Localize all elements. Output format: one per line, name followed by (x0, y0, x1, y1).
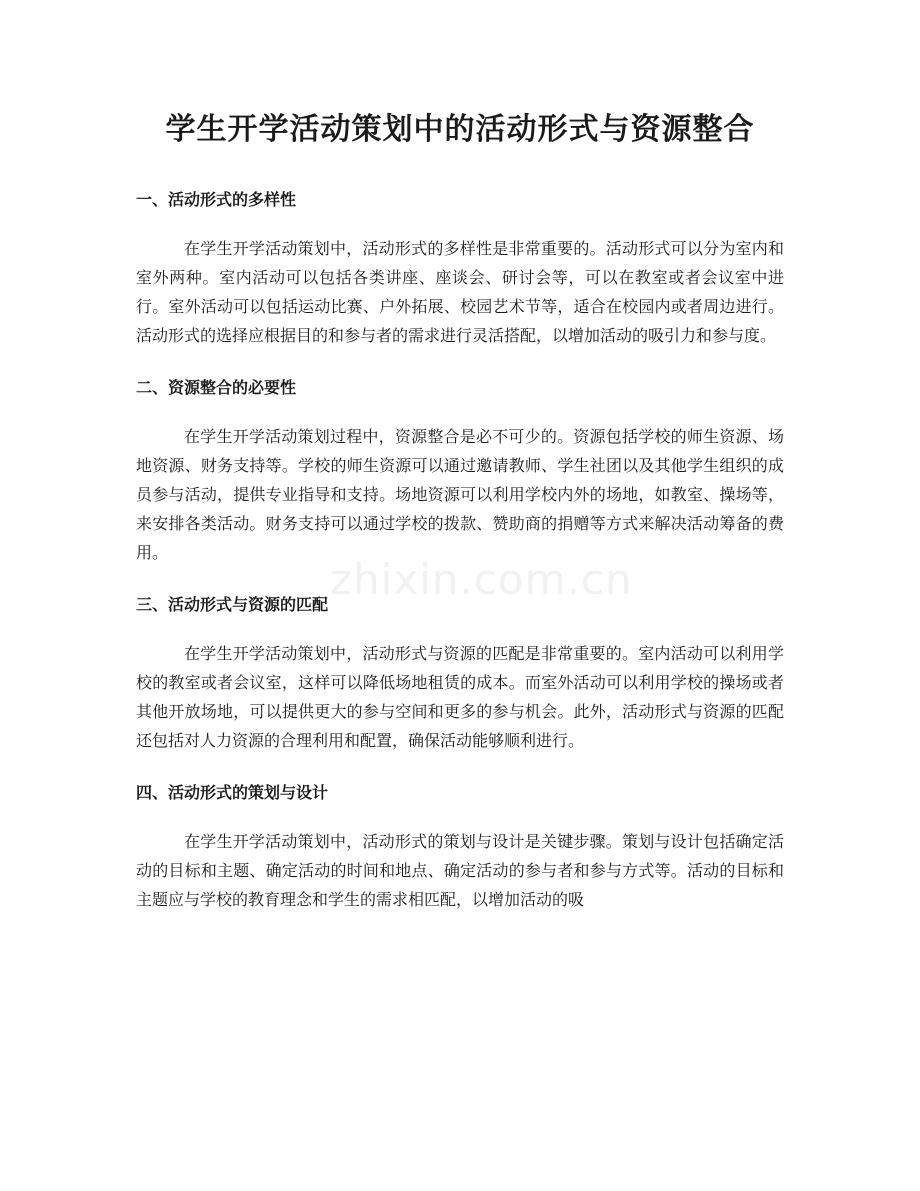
section-paragraph: 在学生开学活动策划中，活动形式的策划与设计是关键步骤。策划与设计包括确定活动的目标和主题、确定活动的时间和地点、确定活动的参与者和参与方式等。活动的目标和主题应与学校的教育理念和学生的需求相匹配，以增加活动的吸 (136, 832, 784, 909)
section-paragraph: 在学生开学活动策划过程中，资源整合是必不可少的。资源包括学校的师生资源、场地资源、财务支持等。学校的师生资源可以通过邀请教师、学生社团以及其他学生组织的成员参与活动，提供专业指导和支持。场地资源可以利用学校内外的场地，如教室、操场等，来安排各类活动。财务支持可以通过学校的拨款、赞助商的捐赠等方式来解决活动筹备的费用。 (136, 427, 784, 562)
section-heading: 三、活动形式与资源的匹配 (136, 595, 329, 614)
section-3 (136, 591, 784, 755)
document-title: 学生开学活动策划中的活动形式与资源整合 (165, 112, 755, 147)
document-body (136, 186, 784, 938)
section-paragraph: 在学生开学活动策划中，活动形式与资源的匹配是非常重要的。室内活动可以利用学校的教室或者会议室，这样可以降低场地租赁的成本。而室外活动可以利用学校的操场或者其他开放场地，可以提供更大的参与空间和更多的参与机会。此外，活动形式与资源的匹配还包括对人力资源的合理利用和配置，确保活动能够顺利进行。 (136, 644, 784, 750)
section-paragraph: 在学生开学活动策划中，活动形式的多样性是非常重要的。活动形式可以分为室内和室外两种。室内活动可以包括各类讲座、座谈会、研讨会等，可以在教室或者会议室中进行。室外活动可以包括运动比赛、户外拓展、校园艺术节等，适合在校园内或者周边进行。活动形式的选择应根据目的和参与者的需求进行灵活搭配，以增加活动的吸引力和参与度。 (136, 239, 784, 345)
section-1 (136, 186, 784, 350)
section-heading: 四、活动形式的策划与设计 (136, 783, 329, 802)
watermark: zhixin.com.cn (330, 555, 633, 604)
section-heading: 二、资源整合的必要性 (136, 378, 297, 397)
section-4 (136, 779, 784, 914)
section-heading: 一、活动形式的多样性 (136, 190, 297, 209)
section-2 (136, 374, 784, 567)
